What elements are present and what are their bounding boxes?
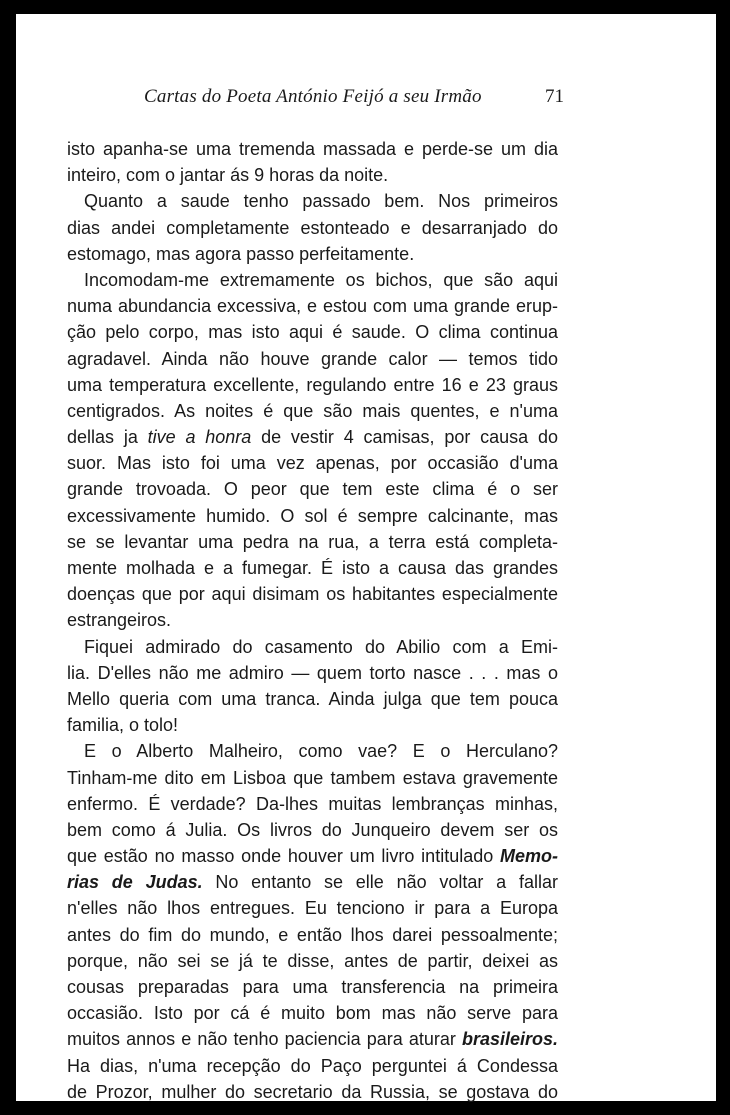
text-line: occasião. Isto por cá é muito bom mas não serve para (67, 1003, 558, 1024)
text-line: Tinham-me dito em Lisboa que tambem estava gravemente (67, 767, 558, 788)
text-line: isto apanha-se uma tremenda massada e perde-se um dia (67, 139, 558, 159)
text-line: dias andei completamente estonteado e desarranjado do (67, 217, 558, 238)
italic-phrase: Memo- (500, 846, 558, 867)
text-line: de Prozor, mulher do secretario da Russia, se gostava do (67, 1081, 558, 1102)
text-line: uma temperatura excellente, regulando entre 16 e 23 graus (67, 374, 558, 395)
italic-phrase: brasileiros. (461, 1029, 558, 1050)
text-line: que estão no masso onde houver um livro intitulado Memo- (67, 846, 558, 867)
text-line: dellas ja tive a honra de vestir 4 camisas, por causa do (67, 427, 558, 448)
text-line: antes do fim do mundo, e então lhos darei pessoalmente; (67, 924, 558, 945)
page-number: 71 (545, 86, 564, 107)
text-line: rias de Judas. No entanto se elle não voltar a fallar (67, 872, 558, 893)
text-line: Mello queria com uma tranca. Ainda julga que tem pouca (67, 688, 558, 709)
text-line: lia. D'elles não me admiro — quem torto nasce . . . mas o (67, 662, 558, 683)
text-line: se se levantar uma pedra na rua, a terra está completa- (67, 531, 558, 552)
text-line: Ha dias, n'uma recepção do Paço perguntei á Condessa (67, 1055, 558, 1076)
page-header (144, 86, 564, 116)
text-line: ção pelo corpo, mas isto aqui é saude. O clima continua (67, 322, 558, 343)
text-line: familia, o tolo! (67, 715, 179, 736)
text-line: mente molhada e a fumegar. É isto a causa das grandes (67, 558, 558, 578)
text-line: muitos annos e não tenho paciencia para aturar brasileiros. (67, 1029, 558, 1050)
text-line: Quanto a saude tenho passado bem. Nos primeiros (84, 191, 558, 212)
book-page (16, 14, 716, 1101)
text-line: doenças que por aqui disimam os habitantes especialmente (67, 584, 558, 605)
body-text (67, 136, 558, 1105)
text-line: cousas preparadas para uma transferencia na primeira (67, 977, 558, 997)
text-line: centigrados. As noites é que são mais quentes, e n'uma (67, 400, 558, 421)
text-line: n'elles não lhos entregues. Eu tenciono ir para a Europa (67, 898, 558, 919)
text-line: numa abundancia excessiva, e estou com uma grande erup- (67, 296, 558, 317)
text-line: Incomodam-me extremamente os bichos, que são aqui (84, 269, 558, 290)
text-line: estrangeiros. (67, 610, 172, 631)
text-line: enfermo. É verdade? Da-lhes muitas lembranças minhas, (67, 793, 558, 814)
text-line: grande trovoada. O peor que tem este clima é o ser (67, 479, 558, 500)
text-line: estomago, mas agora passo perfeitamente. (67, 243, 415, 264)
text-line: agradavel. Ainda não houve grande calor — temos tido (67, 348, 558, 369)
running-title: Cartas do Poeta António Feijó a seu Irmão (144, 86, 482, 107)
italic-phrase: rias de Judas. (67, 872, 203, 893)
text-line: E o Alberto Malheiro, como vae? E o Herculano? (84, 741, 558, 762)
text-line: Fiquei admirado do casamento do Abilio com a Emi- (84, 636, 558, 657)
text-line: excessivamente humido. O sol é sempre calcinante, mas (67, 505, 558, 526)
italic-phrase: tive a honra (147, 427, 252, 448)
text-line: porque, não sei se já te disse, antes de partir, deixei as (67, 950, 558, 971)
text-line: inteiro, com o jantar ás 9 horas da noite. (67, 165, 389, 186)
text-line: suor. Mas isto foi uma vez apenas, por occasião d'uma (67, 453, 558, 474)
text-line: bem como á Julia. Os livros do Junqueiro devem ser os (67, 819, 558, 840)
